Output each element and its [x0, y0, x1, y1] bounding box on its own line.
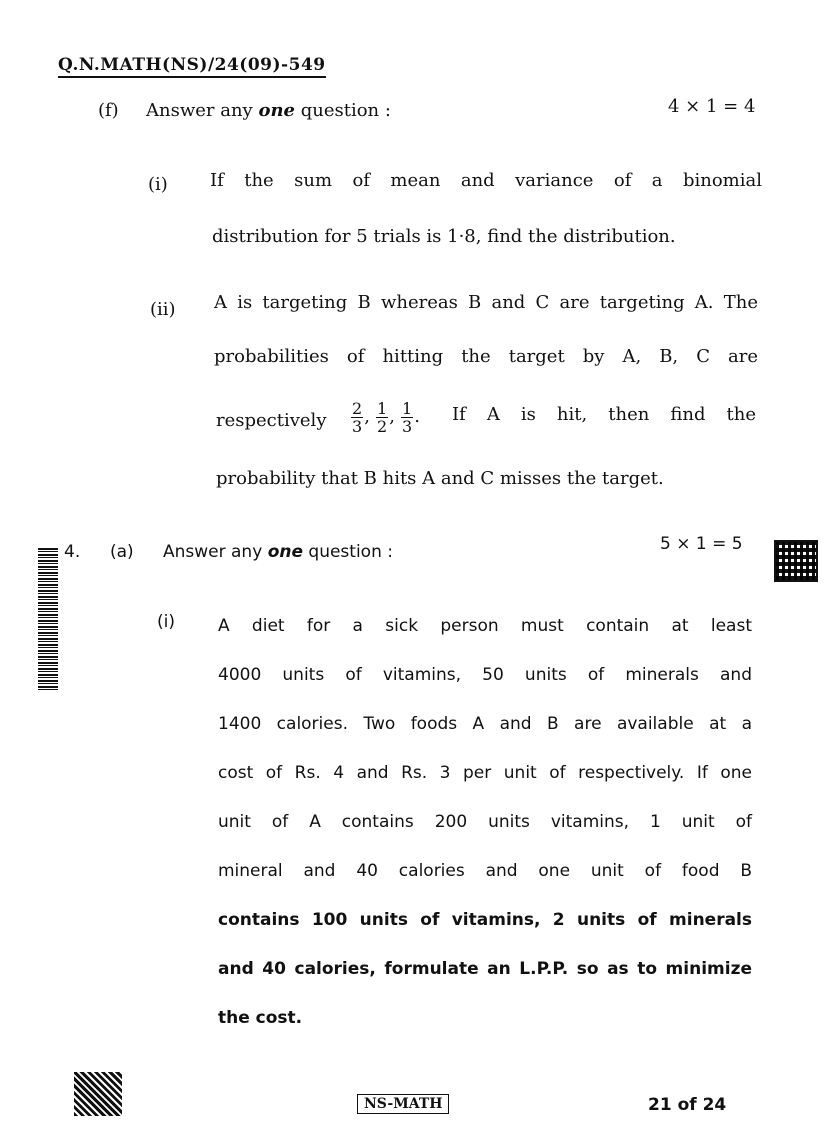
question-line: mineral and 40 calories and one unit of food B: [218, 861, 752, 881]
question-number: (i): [148, 174, 168, 195]
fraction-denominator: 2: [377, 417, 388, 436]
question-body: [218, 602, 752, 1043]
fraction-list: $\frac{2}{3}$ , $\frac{1}{2}$ , $\frac{1}{3}$ .: [352, 399, 420, 436]
question-number: (ii): [150, 299, 176, 320]
fraction-numerator: 1: [402, 399, 413, 418]
fraction-denominator: 3: [402, 417, 413, 436]
section-4a-label: (a): [110, 542, 134, 562]
security-stamp-image: [74, 1072, 122, 1116]
section-f-marks: 4 × 1 = 4: [668, 96, 756, 117]
page-number: 21 of 24: [648, 1095, 727, 1115]
section-f-instruction: [146, 100, 391, 121]
instruction-text-end: question :: [294, 100, 391, 121]
qr-code-image: [776, 542, 816, 580]
instruction-bold: one: [267, 542, 303, 562]
question-main-number: 4.: [64, 542, 81, 562]
fraction-numerator: 1: [377, 399, 388, 418]
question-line: A diet for a sick person must contain at least: [218, 616, 752, 636]
paper-code: Q.N.MATH(NS)/24(09)-549: [58, 55, 326, 78]
fraction: [351, 400, 363, 435]
instruction-text-end: question :: [303, 542, 393, 562]
question-text: distribution for 5 trials is 1·8, find the distribution.: [212, 226, 676, 247]
question-number: (i): [157, 612, 175, 632]
question-line: unit of A contains 200 units vitamins, 1 unit of: [218, 812, 752, 832]
instruction-text: Answer any: [163, 542, 268, 562]
question-text: probability that B hits A and C misses the target.: [216, 468, 664, 489]
fraction-denominator: 3: [352, 417, 363, 436]
question-line: cost of Rs. 4 and Rs. 3 per unit of respectively. If one: [218, 763, 752, 783]
question-text: A is targeting B whereas B and C are targeting A. The: [214, 292, 758, 313]
instruction-text: Answer any: [146, 100, 259, 121]
instruction-bold: one: [258, 100, 295, 121]
fraction: [376, 400, 388, 435]
question-line: the cost.: [218, 1008, 303, 1028]
question-line: 1400 calories. Two foods A and B are available at a: [218, 714, 752, 734]
question-line: and 40 calories, formulate an L.P.P. so as to minimize: [218, 959, 752, 979]
question-text: If A is hit, then find the: [452, 404, 756, 425]
barcode-image: [38, 548, 58, 690]
question-text: If the sum of mean and variance of a binomial: [210, 170, 762, 191]
fraction: [401, 400, 413, 435]
section-f-label: (f): [98, 100, 119, 121]
question-text: respectively: [216, 410, 327, 431]
section-4a-marks: 5 × 1 = 5: [660, 534, 743, 554]
question-line: contains 100 units of vitamins, 2 units of minerals: [218, 910, 752, 930]
question-text: probabilities of hitting the target by A, B, C are: [214, 346, 758, 367]
subject-label: NS-MATH: [357, 1094, 449, 1114]
fraction-numerator: 2: [352, 399, 363, 418]
question-line: 4000 units of vitamins, 50 units of minerals and: [218, 665, 752, 685]
section-4a-instruction: [163, 542, 393, 562]
